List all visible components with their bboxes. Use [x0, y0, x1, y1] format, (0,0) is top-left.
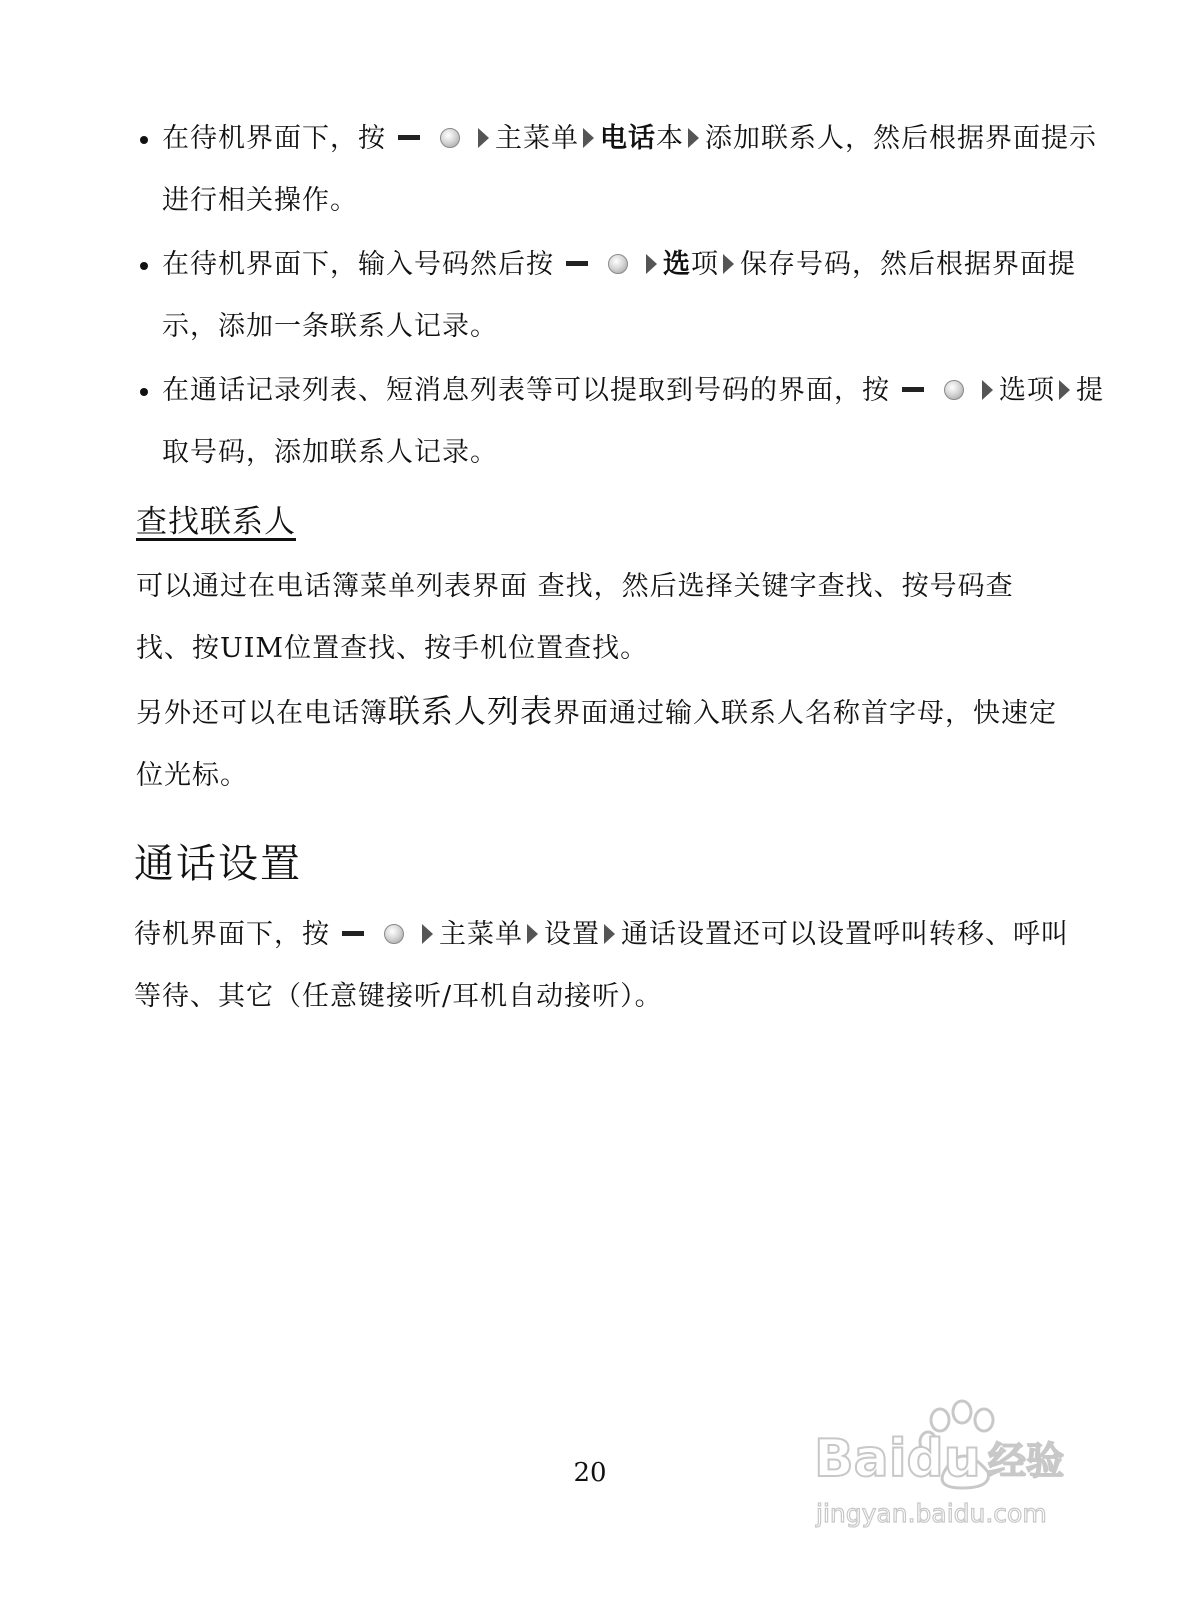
bullet-text-bold: 选 — [663, 249, 691, 280]
menu-arrow-icon — [688, 128, 699, 148]
menu-arrow-icon — [583, 128, 594, 148]
bullet-dot-icon — [140, 136, 148, 144]
bullet-text: 在通话记录列表、短消息列表等可以提取到号码的界面，按 — [162, 375, 890, 406]
ok-key-icon — [440, 128, 460, 148]
add-contact-bullet-list — [136, 108, 1106, 486]
paragraph-text: 待机界面下，按 — [134, 919, 330, 950]
left-soft-key-icon — [566, 261, 588, 266]
svg-text:Baidu: Baidu — [814, 1429, 981, 1489]
menu-arrow-icon — [646, 254, 657, 274]
ok-key-icon — [944, 380, 964, 400]
bullet-item-2 — [136, 234, 1106, 358]
bullet-text: 本 — [656, 123, 684, 154]
bullet-text: 保存号码，然后根据界面提示，添加一条联系人记录。 — [162, 249, 1076, 342]
left-soft-key-icon — [902, 387, 924, 392]
bullet-text: 选项 — [999, 375, 1055, 406]
menu-arrow-icon — [422, 924, 433, 944]
ok-key-icon — [384, 924, 404, 944]
ok-key-icon — [608, 254, 628, 274]
page-number: 20 — [573, 1458, 607, 1488]
baidu-jingyan-watermark-logo — [812, 1398, 1072, 1538]
call-settings-paragraph — [134, 904, 1074, 1028]
bullet-text: 提取号码，添加联系人记录。 — [162, 375, 1104, 468]
menu-arrow-icon — [982, 380, 993, 400]
bullet-text: 在待机界面下，按 — [162, 123, 386, 154]
svg-text:jingyan.baidu.com: jingyan.baidu.com — [816, 1499, 1047, 1528]
menu-arrow-icon — [604, 924, 615, 944]
left-soft-key-icon — [398, 135, 420, 140]
find-contact-heading: 查找联系人 — [136, 504, 296, 540]
bullet-text-bold: 电话 — [600, 123, 656, 154]
call-settings-heading: 通话设置 — [134, 841, 302, 887]
bullet-text: 在待机界面下，输入号码然后按 — [162, 249, 554, 280]
svg-text:经验: 经验 — [988, 1439, 1065, 1483]
paragraph-text: 主菜单 — [439, 919, 523, 950]
bullet-text: 添加联系人，然后根据界面提示进行相关操作。 — [162, 123, 1097, 216]
bullet-item-1 — [136, 108, 1106, 232]
paragraph-text-emphasis: 联系人列表 — [388, 692, 554, 730]
left-soft-key-icon — [342, 931, 364, 936]
paragraph-text: 设置 — [544, 919, 600, 950]
bullet-text: 主菜单 — [495, 123, 579, 154]
menu-arrow-icon — [723, 254, 734, 274]
menu-arrow-icon — [527, 924, 538, 944]
bullet-item-3 — [136, 360, 1106, 484]
menu-arrow-icon — [1059, 380, 1070, 400]
menu-arrow-icon — [478, 128, 489, 148]
bullet-dot-icon — [140, 388, 148, 396]
find-contact-paragraph-1: 可以通过在电话簿菜单列表界面 查找，然后选择关键字查找、按号码查找、按UIM位置查找、按手机位置查找。 — [136, 571, 1014, 664]
bullet-text: 项 — [691, 249, 719, 280]
paragraph-text: 界面通过输入联系人名称首字母，快速定位光标。 — [136, 698, 1058, 791]
bullet-dot-icon — [140, 262, 148, 270]
paragraph-text: 通话设置还可以设置呼叫转移、呼叫等待、其它（任意键接听/耳机自动接听）。 — [134, 919, 1069, 1012]
find-contact-paragraph-2 — [136, 680, 1066, 807]
paragraph-text: 另外还可以在电话簿 — [136, 698, 388, 729]
